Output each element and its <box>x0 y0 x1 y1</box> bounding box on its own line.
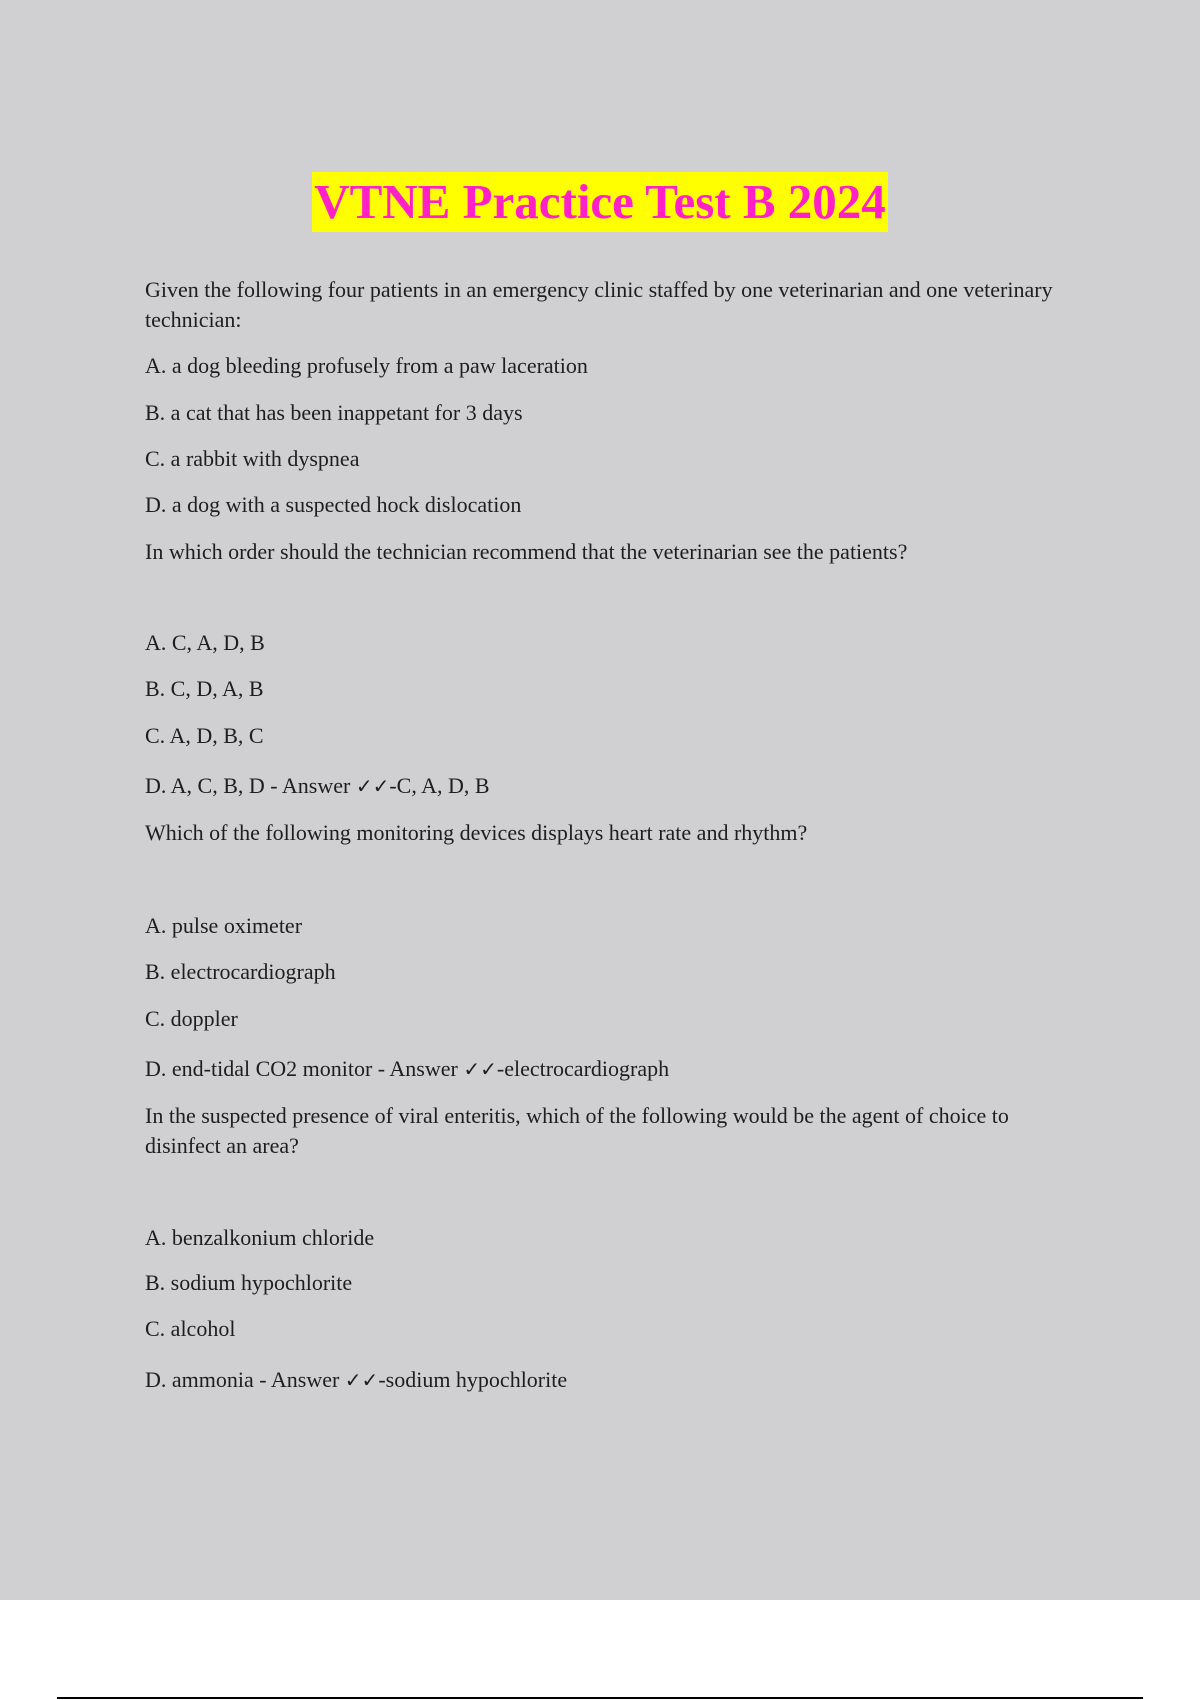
question-2-option-a: A. pulse oximeter <box>145 913 303 938</box>
question-1-option-a: A. C, A, D, B <box>145 630 265 655</box>
checkmark-icon: ✓✓ <box>344 1368 379 1392</box>
question-2-stem: Which of the following monitoring devices displays heart rate and rhythm? <box>145 820 808 845</box>
question-3-stem: In the suspected presence of viral enteritis, which of the following would be the agent of choice to disinfect an area? <box>145 1103 1009 1158</box>
question-3-option-a: A. benzalkonium chloride <box>145 1225 375 1250</box>
question-1-option-c: C. A, D, B, C <box>145 723 264 748</box>
question-1-answer: -C, A, D, B <box>389 773 490 798</box>
question-1-item-d: D. a dog with a suspected hock dislocation <box>145 492 522 517</box>
question-2-answer: -electrocardiograph <box>496 1056 670 1081</box>
question-3-option-c: C. alcohol <box>145 1316 236 1341</box>
question-1-item-c: C. a rabbit with dyspnea <box>145 446 360 471</box>
question-2-option-b: B. electrocardiograph <box>145 959 336 984</box>
question-2-option-d <box>145 1054 669 1084</box>
footer-divider <box>57 1697 1143 1699</box>
question-1-item-b: B. a cat that has been inappetant for 3 days <box>145 400 523 425</box>
page-title: VTNE Practice Test B 2024 <box>312 172 888 232</box>
question-1-option-d <box>145 771 490 801</box>
question-1-item-a: A. a dog bleeding profusely from a paw laceration <box>145 353 588 378</box>
question-3-option-b: B. sodium hypochlorite <box>145 1270 353 1295</box>
checkmark-icon: ✓✓ <box>463 1057 497 1081</box>
question-1-option-d-text: D. A, C, B, D - Answer <box>145 773 356 798</box>
question-2-option-d-text: D. end-tidal CO2 monitor - Answer <box>145 1056 464 1081</box>
question-3-option-d <box>145 1365 567 1395</box>
checkmark-icon: ✓✓ <box>355 774 390 798</box>
question-3-answer: -sodium hypochlorite <box>378 1367 568 1392</box>
question-1-option-b: B. C, D, A, B <box>145 676 264 701</box>
question-1-stem: Given the following four patients in an emergency clinic staffed by one veterinarian and one veterinary technician: <box>145 277 1053 332</box>
question-1-prompt: In which order should the technician recommend that the veterinarian see the patients? <box>145 539 908 564</box>
question-3-option-d-text: D. ammonia - Answer <box>145 1367 345 1392</box>
question-2-option-c: C. doppler <box>145 1006 238 1031</box>
